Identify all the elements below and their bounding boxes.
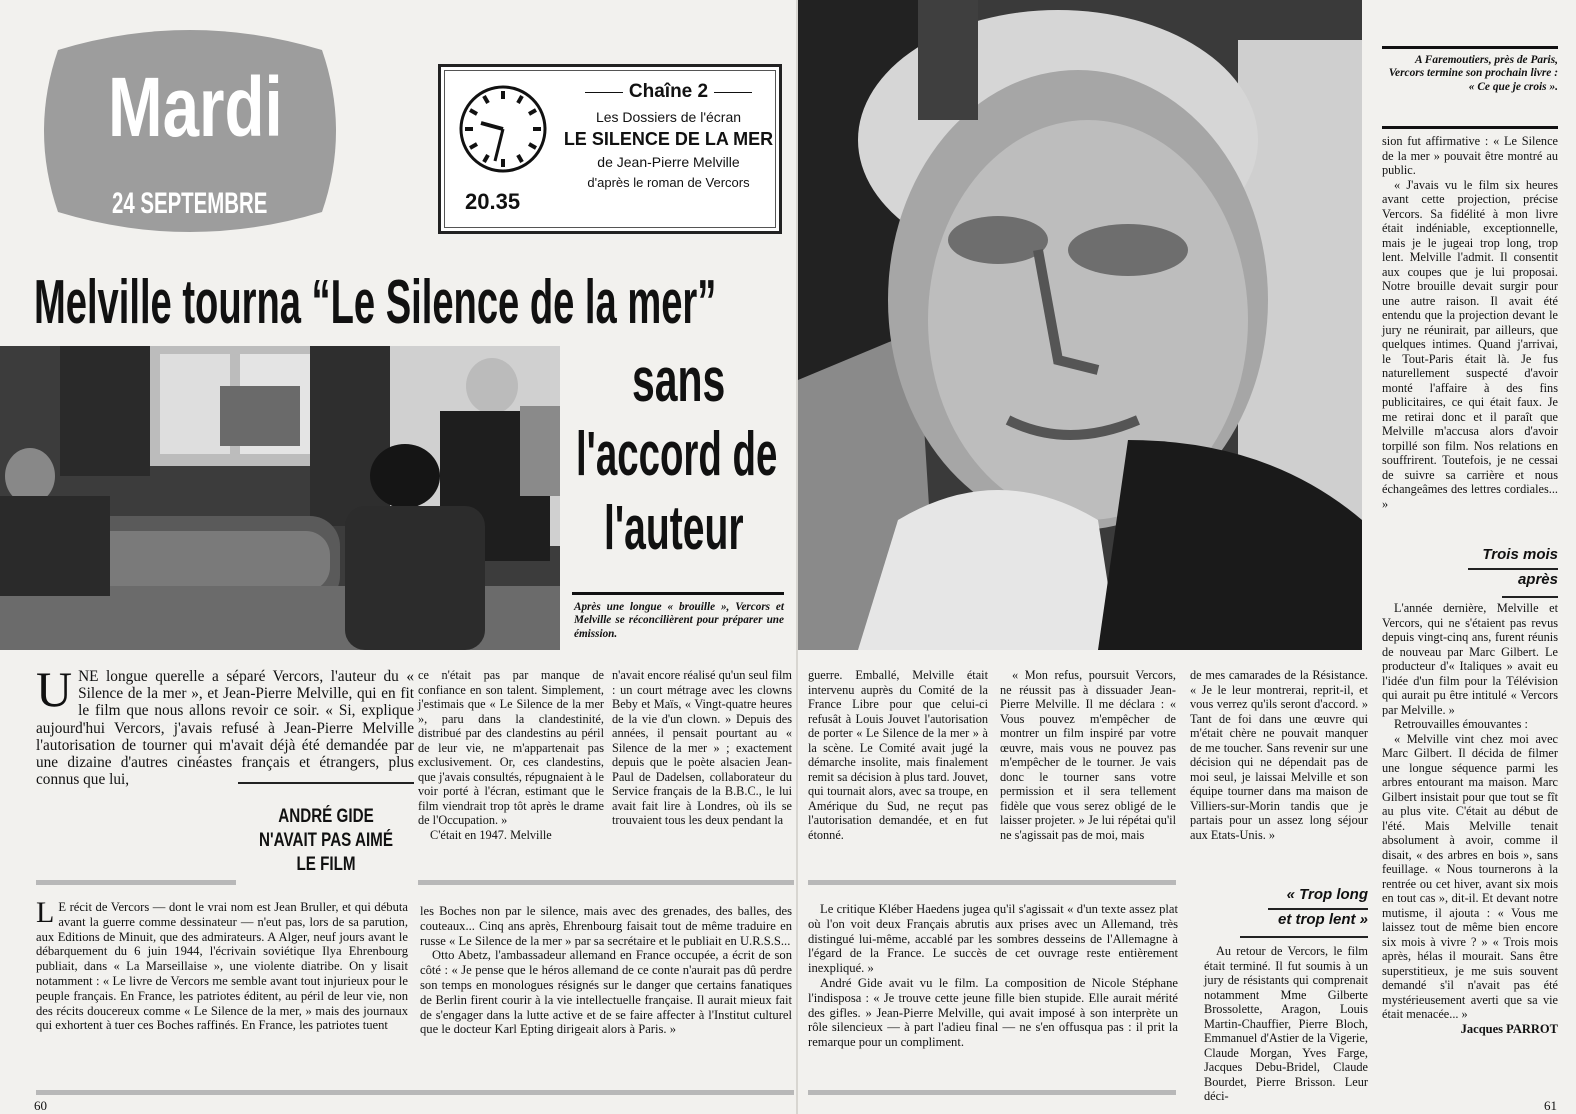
gide-line1: ANDRÉ GIDE xyxy=(278,806,374,827)
left-mid-rule xyxy=(36,880,236,885)
right-p2: « J'avais vu le film six heures avant cette projection, précise Vercors. Sa fidélité à mon livre était indéniable, exceptionnelle, mais je le jugeai trop long, trop lent. Melville l'admit. Il consentit aux coupes que je lui proposai. Notre brouille devait surgir pour une autre raison. Il avait été entendu que la projection devant le jury ne réunirait, par ailleurs, que quelques intimes. Quand j'arrivai, le Tout-Paris était là. Je fus naturellement suspecté d'avoir monté l'affaire à des fins publicitaires, ce qui était faux. Je me retirai donc et il paraît que Melville m'accusa alors d'avoir torpillé son film. Nos relations en souffrirent. Toutefois, je ne cessai de suivre sa carrière et nous échangeâmes des lettres cordiales... » xyxy=(1382,177,1558,511)
caption-left: Après une longue « brouille », Vercors et Melville se réconcilièrent pour préparer une émission. xyxy=(574,601,784,640)
bottom3-p1: Le critique Kléber Haedens jugea qu'il s'agissait « d'un texte assez plat où l'on voit deux Français abrutis aux prises avec un Allemand, très distingué lui-même, accablé par les sombres desseins de l'Allemagne à l'égard de la France. Le succès de cet ouvrage reste entièrement inexpliqué. » xyxy=(808,902,1178,976)
col6-p1: de mes camarades de la Résistance. « Je le leur montrerai, reprit-il, et vous verrez qu'ils seront d'accord. » Tant de foi dans une œuvre qui m'était chère ne pouvait manquer de me toucher. Sans revenir sur une décision qui ne dépendait pas de moi seul, je laissai Melville et son équipe tourner dans ma maison de Villiers-sur-Morin tandis que je partais pour un assez long séjour aux Etats-Unis. » xyxy=(1190,668,1368,842)
trois-mois-subhead xyxy=(1382,546,1558,588)
right-p5: « Melville vint chez moi avec Marc Gilbert. Il décida de filmer une longue séquence parmi les arbres entourant ma maison. Marc Gilbert insistait pour que tout se fît au plus vite. C'était au début de l'été. Mais Melville tenait absolument à avoir, comme il disait, « des arbres en bois », sans feuillage. « Nous tournerons à la rentrée ou cet hiver, avant six mois en tout cas », dit-il. Et devant notre mutisme, il ajouta : « Vous me laissez tout de même bien encore six mois à vivre ? » « Trois mois après, hélas il mourait. Sans être superstitieux, je me suis souvent demandé s'il n'avait pas été mystérieusement averti que sa vie était menacée... » xyxy=(1382,731,1558,1021)
article-col-4 xyxy=(808,668,988,842)
right-p1: sion fut affirmative : « Le Silence de la mer » pouvait être montré au public. xyxy=(1382,134,1558,177)
right-p4: Retrouvailles émouvantes : xyxy=(1394,717,1528,731)
headline-line4: l'auteur xyxy=(604,494,744,563)
left-mid-rule-2 xyxy=(418,880,794,885)
program-director: de Jean-Pierre Melville xyxy=(597,154,740,170)
trop-line2: et trop lent » xyxy=(1277,911,1368,928)
folio-right: 61 xyxy=(1544,1098,1557,1113)
signature: Jacques PARROT xyxy=(1460,1021,1558,1036)
col2-p2: C'était en 1947. Melville xyxy=(430,827,552,842)
dropcap-l: L xyxy=(36,896,55,929)
trop-line1: « Trop long xyxy=(1286,886,1368,903)
right-mid-rule xyxy=(808,880,1176,885)
right-p3: L'année dernière, Melville et Vercors, qui ne s'étaient pas revus depuis vingt-cinq ans, furent réunis de nouveau par Marc Gilbert. Le producteur d'« Italiques » avait eu l'idée d'un film pour la Télévision qui aurait pu être intitulé « Vercors par Melville. » xyxy=(1382,601,1558,717)
program-box xyxy=(438,64,782,234)
program-series: Les Dossiers de l'écran xyxy=(595,109,742,125)
clock-icon xyxy=(457,83,549,175)
caption-right: A Faremoutiers, près de Paris, Vercors termine son prochain livre : « Ce que je crois ». xyxy=(1388,54,1558,93)
article-col-5 xyxy=(1000,668,1176,842)
interior-photo xyxy=(0,346,560,650)
headline-line3: l'accord de xyxy=(576,420,778,489)
article-bottom-3 xyxy=(808,902,1178,1050)
dropcap-u: U xyxy=(36,661,73,717)
article-col-6 xyxy=(1190,668,1368,842)
left-bottom-rule xyxy=(36,1090,794,1095)
article-bottom-2 xyxy=(420,904,792,1037)
col5-p1: « Mon refus, poursuit Vercors, ne réussit pas à dissuader Jean-Pierre Melville. Il me déclara : « Vous pouvez m'empêcher de montrer un film inspiré par votre œuvre, mais vous ne pouvez pas m'empêcher de le tourner. Je vais donc le tourner sans votre permission et il sera tellement fidèle que vous serez obligé de le laisser projeter. » Je lui répétai qu'il ne s'agissait pas de moi, mais xyxy=(1000,668,1176,842)
article-bottom-1 xyxy=(36,896,408,1033)
article-col-2 xyxy=(418,668,604,842)
gide-line2: N'AVAIT PAS AIMÉ xyxy=(259,830,393,851)
trois-line1: Trois mois xyxy=(1482,546,1558,563)
gide-line3: LE FILM xyxy=(296,854,356,875)
program-channel: Chaîne 2 xyxy=(628,81,709,102)
program-title: LE SILENCE DE LA MER xyxy=(563,129,774,149)
col2-p1: ce n'était pas par manque de confiance en son talent. Simplement, j'estimais que « Le Silence de la mer », paru dans la clandestinité, distribué par des clandestins au péril de leur vie, ne m'appartenait pas exclusivement. Or, ces clandestins, que j'avais consultés, répugnaient à le voir porté à l'écran, estimant que le film viendrait trop tôt après le drame de l'Occupation. » xyxy=(418,668,604,827)
headline-line1: Melville tourna “Le Silence de la mer” xyxy=(34,268,717,337)
bottom2-p2: Otto Abetz, l'ambassadeur allemand en France occupée, a écrit de son côté : « Je pense que le héros allemand de ce conte n'aurait pas dû perdre son temps en monologues résignés sur le danger que certains fanatiques de Berlin firent courir à la vie intellectuelle française. Il aurait mieux fait de s'engager dans la lutte active et de se faire affecter à l'Institut culturel que le docteur Karl Epting dirigeait alors à Paris. » xyxy=(420,948,792,1037)
trop-long-subhead xyxy=(1190,886,1368,928)
col4-p1: guerre. Emballé, Melville était intervenu auprès du Comité de la France Libre pour que celui-ci refusât à Louis Jouvet l'autorisation de porter « Le Silence de la mer » à la scène. Le Comité avait jugé la démarche insolite, mais finalement remit sa décision à plus tard. Jouvet, qui tournait alors, avec sa troupe, en Amérique du Sud, ne reçut pas l'autorisation demandée, et en fut étonné. xyxy=(808,668,988,842)
portrait-photo xyxy=(798,0,1362,650)
program-time: 20.35 xyxy=(465,189,521,214)
caption-left-rule xyxy=(572,592,784,595)
bottom2-p1: les Boches non par le silence, mais avec des grenades, des balles, des couteaux... Cinq ans après, Ehrenbourg faisait tout de même traduire en russe « Le Silence de la mer » par sa secrétaire et le publiait en U.R.S.S... xyxy=(420,904,792,948)
right-col-top xyxy=(1382,134,1558,511)
headline-line2: sans xyxy=(632,346,726,415)
article-col-1 xyxy=(36,661,414,789)
day-badge xyxy=(38,20,342,242)
folio-left: 60 xyxy=(34,1098,47,1113)
day-date: 24 SEPTEMBRE xyxy=(112,187,268,220)
caption-right-rule-2 xyxy=(1382,126,1558,129)
caption-right-rule xyxy=(1382,46,1558,49)
bottom1-text: E récit de Vercors — dont le vrai nom est Jean Bruller, et qui débuta avant la guerre comme dessinateur — n'eut pas, lors de sa parution, aux Editions de Minuit, que des admirateurs. A Alger, neuf jours avant le débarquement du 6 juin 1944, l'écrivain soviétique Ilya Ehrenbourg publiait, dans « La Marseillaise », une violente diatribe. On y lisait notamment : « Le livre de Vercors me semble avant tout injurieux pour le peuple français. En France, les patriotes éditent, au péril de leur vie, non des récits doucereux comme « Le Silence de la mer, » mais des journaux qui exhortent à tuer ces Boches raffinés. En France, les patriotes tuent xyxy=(36,900,408,1033)
article-lead: NE longue querelle a séparé Vercors, l'auteur du « Silence de la mer », et Jean-Pierre Melville, qui en fit le film que nous allons revoir ce soir. « Si, explique aujourd'hui Vercors, j'avais refusé à Jean-Pierre Melville l'autorisation de tourner qui m'avait déjà été demandée par une dizaine d'autres cinéastes français et étrangers, plus connus que lui, xyxy=(36,668,414,789)
program-source: d'après le roman de Vercors xyxy=(587,175,750,190)
gide-subhead xyxy=(238,782,414,876)
trois-line2: après xyxy=(1517,571,1558,588)
col3-p1: n'avait encore réalisé qu'un seul film : un court métrage avec les clowns Beby et Maïs, « Vingt-quatre heures de la vie d'un clown. » Depuis des années, il pensait pourtant au « Silence de la mer » ; exactement depuis que le poète alsacien Jean-Paul de Dadelsen, collaborateur du Service français de la B.B.C., le lui avait fait lire à Londres, où ils se trouvaient tous les deux pendant la xyxy=(612,668,792,827)
program-info xyxy=(561,81,776,190)
right-col-bottom xyxy=(1382,601,1558,1036)
day-name: Mardi xyxy=(108,60,283,154)
bottom4-p1: Au retour de Vercors, le film était terminé. Il fut soumis à un jury de résistants qui comprenait notamment Mme Gilberte Brossolette, Aragon, Louis Martin-Chauffier, Pierre Bloch, Emmanuel d'Astier de la Vigerie, Claude Morgan, Yves Farge, Jacques Debu-Bridel, Claude Bourdet, Pierre Brisson. Leur déci- xyxy=(1204,944,1368,1103)
article-col-3 xyxy=(612,668,792,828)
right-bottom-rule xyxy=(808,1090,1176,1095)
article-bottom-4 xyxy=(1204,944,1368,1104)
bottom3-p2: André Gide avait vu le film. La composition de Nicole Stéphane l'indisposa : « Je trouve cette jeune fille bien stupide. Elle aurait mérité des gifles. » Jean-Pierre Melville, qui avait imposé à son interprète un rôle silencieux — à part l'adieu final — ne s'en offusqua pas : il prit la remarque pour un compliment. xyxy=(808,975,1178,1050)
